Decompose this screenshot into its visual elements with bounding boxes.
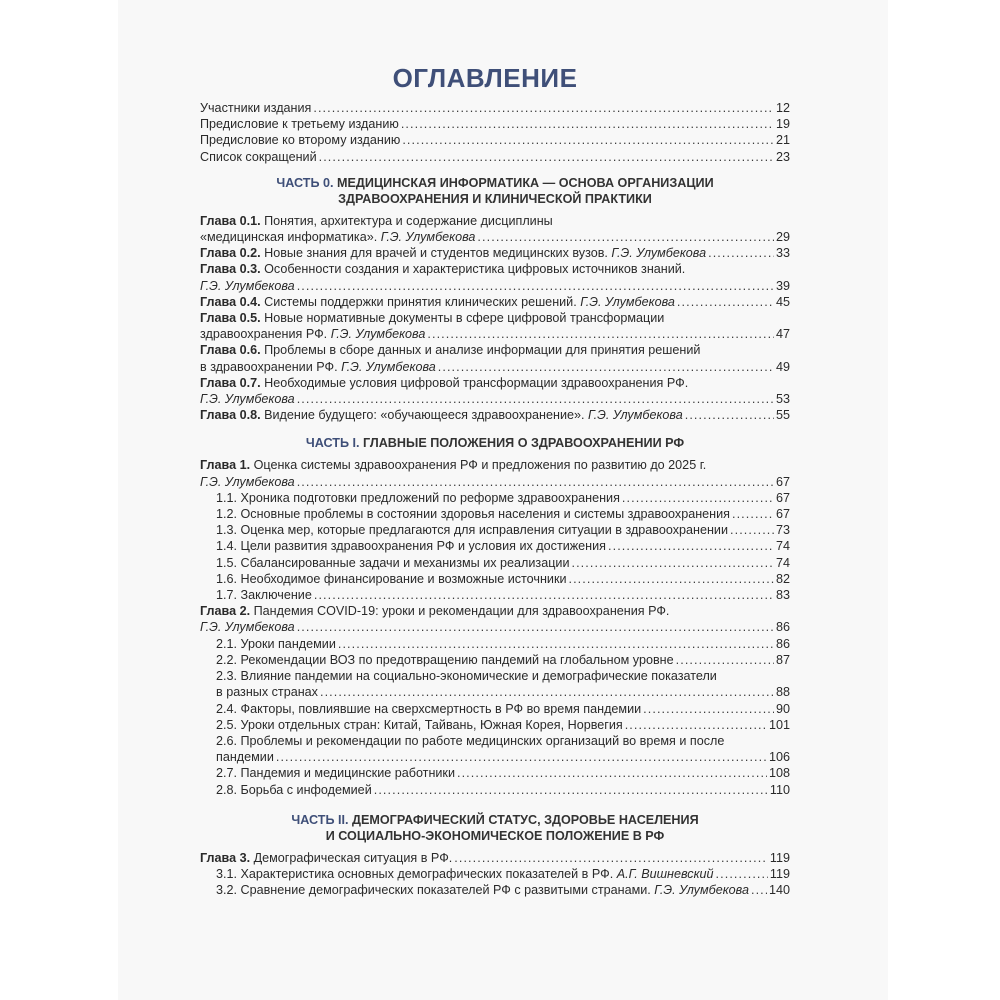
part-heading: ЧАСТЬ 0. МЕДИЦИНСКАЯ ИНФОРМАТИКА — ОСНОВА ОРГАНИЗАЦИИ ЗДРАВООХРАНЕНИЯ И КЛИНИЧЕСКОЙ ПРАКТИКИ	[276, 175, 714, 206]
page-title: ОГЛАВЛЕНИЕ	[392, 63, 578, 93]
section-entry[interactable]: 2.7. Пандемия и медицинские работники . . . 108	[200, 765, 790, 781]
chapter-1[interactable]: Глава 1. Оценка системы здравоохранения РФ и предложения по развитию до 2025 г. Г.Э. Улумбекова . . . 67	[200, 457, 790, 489]
section-entry[interactable]: 3.2. Сравнение демографических показателей РФ с развитыми странами. Г.Э. Улумбекова . . . 140	[200, 882, 790, 898]
chapter-3[interactable]: Глава 3. Демографическая ситуация в РФ. . . . 119	[200, 850, 790, 866]
section-entry[interactable]: 2.4. Факторы, повлиявшие на сверхсмертность в РФ во время пандемии . . . 90	[200, 701, 790, 717]
toc-entry[interactable]: Предисловие ко второму изданию . . . 21	[200, 132, 790, 148]
table-of-contents	[200, 60, 790, 898]
section-entry[interactable]: 1.5. Сбалансированные задачи и механизмы их реализации . . . 74	[200, 555, 790, 571]
section-entry[interactable]: 1.3. Оценка мер, которые предлагаются для исправления ситуации в здравоохранении . . . 73	[200, 522, 790, 538]
chapter-0-6[interactable]: Глава 0.6. Проблемы в сборе данных и анализе информации для принятия решений в здравоохранении РФ. Г.Э. Улумбекова . . . 49	[200, 342, 790, 374]
section-entry[interactable]: 3.1. Характеристика основных демографических показателей в РФ. А.Г. Вишневский . . . 119	[200, 866, 790, 882]
section-entry[interactable]: 1.1. Хроника подготовки предложений по реформе здравоохранения . . . 67	[200, 490, 790, 506]
toc-entry[interactable]: Список сокращений . . . 23	[200, 149, 790, 165]
section-entry[interactable]: 1.6. Необходимое финансирование и возможные источники . . . 82	[200, 571, 790, 587]
chapter-2[interactable]: Глава 2. Пандемия COVID-19: уроки и рекомендации для здравоохранения РФ. Г.Э. Улумбекова . . . 86	[200, 603, 790, 635]
section-entry[interactable]: 1.7. Заключение . . . 83	[200, 587, 790, 603]
chapter-0-7[interactable]: Глава 0.7. Необходимые условия цифровой трансформации здравоохранения РФ. Г.Э. Улумбекова . . . 53	[200, 375, 790, 407]
chapter-0-8[interactable]: Глава 0.8. Видение будущего: «обучающееся здравоохранение». Г.Э. Улумбекова . . . 55	[200, 407, 790, 423]
section-entry[interactable]: 2.3. Влияние пандемии на социально-экономические и демографические показатели в разных странах . . . 88	[200, 668, 790, 700]
chapter-0-3[interactable]: Глава 0.3. Особенности создания и характеристика цифровых источников знаний. Г.Э. Улумбекова . . . 39	[200, 261, 790, 293]
toc-entry[interactable]: Предисловие к третьему изданию . . . 19	[200, 116, 790, 132]
part-heading: ЧАСТЬ II. ДЕМОГРАФИЧЕСКИЙ СТАТУС, ЗДОРОВЬЕ НАСЕЛЕНИЯ И СОЦИАЛЬНО-ЭКОНОМИЧЕСКОЕ ПОЛОЖЕНИЕ В РФ	[291, 812, 699, 843]
chapter-0-4[interactable]: Глава 0.4. Системы поддержки принятия клинических решений. Г.Э. Улумбекова . . . 45	[200, 294, 790, 310]
section-entry[interactable]: 2.1. Уроки пандемии . . . 86	[200, 636, 790, 652]
part-heading: ЧАСТЬ I. ГЛАВНЫЕ ПОЛОЖЕНИЯ О ЗДРАВООХРАНЕНИИ РФ	[305, 436, 685, 451]
chapter-0-5[interactable]: Глава 0.5. Новые нормативные документы в сфере цифровой трансформации здравоохранения РФ. Г.Э. Улумбекова . . . 47	[200, 310, 790, 342]
section-entry[interactable]: 2.8. Борьба с инфодемией . . . 110	[200, 782, 790, 798]
chapter-0-2[interactable]: Глава 0.2. Новые знания для врачей и студентов медицинских вузов. Г.Э. Улумбекова . . . 33	[200, 245, 790, 261]
section-entry[interactable]: 2.5. Уроки отдельных стран: Китай, Тайвань, Южная Корея, Норвегия . . . 101	[200, 717, 790, 733]
chapter-0-1[interactable]: Глава 0.1. Понятия, архитектура и содержание дисциплины «медицинская информатика». Г.Э. Улумбекова . . . 29	[200, 213, 790, 245]
section-entry[interactable]: 1.2. Основные проблемы в состоянии здоровья населения и системы здравоохранения . . . 67	[200, 506, 790, 522]
section-entry[interactable]: 2.6. Проблемы и рекомендации по работе медицинских организаций во время и после пандемии . . . 106	[200, 733, 790, 765]
section-entry[interactable]: 2.2. Рекомендации ВОЗ по предотвращению пандемий на глобальном уровне . . . 87	[200, 652, 790, 668]
toc-entry[interactable]: Участники издания . . . 12	[200, 100, 790, 116]
section-entry[interactable]: 1.4. Цели развития здравоохранения РФ и условия их достижения . . . 74	[200, 538, 790, 554]
